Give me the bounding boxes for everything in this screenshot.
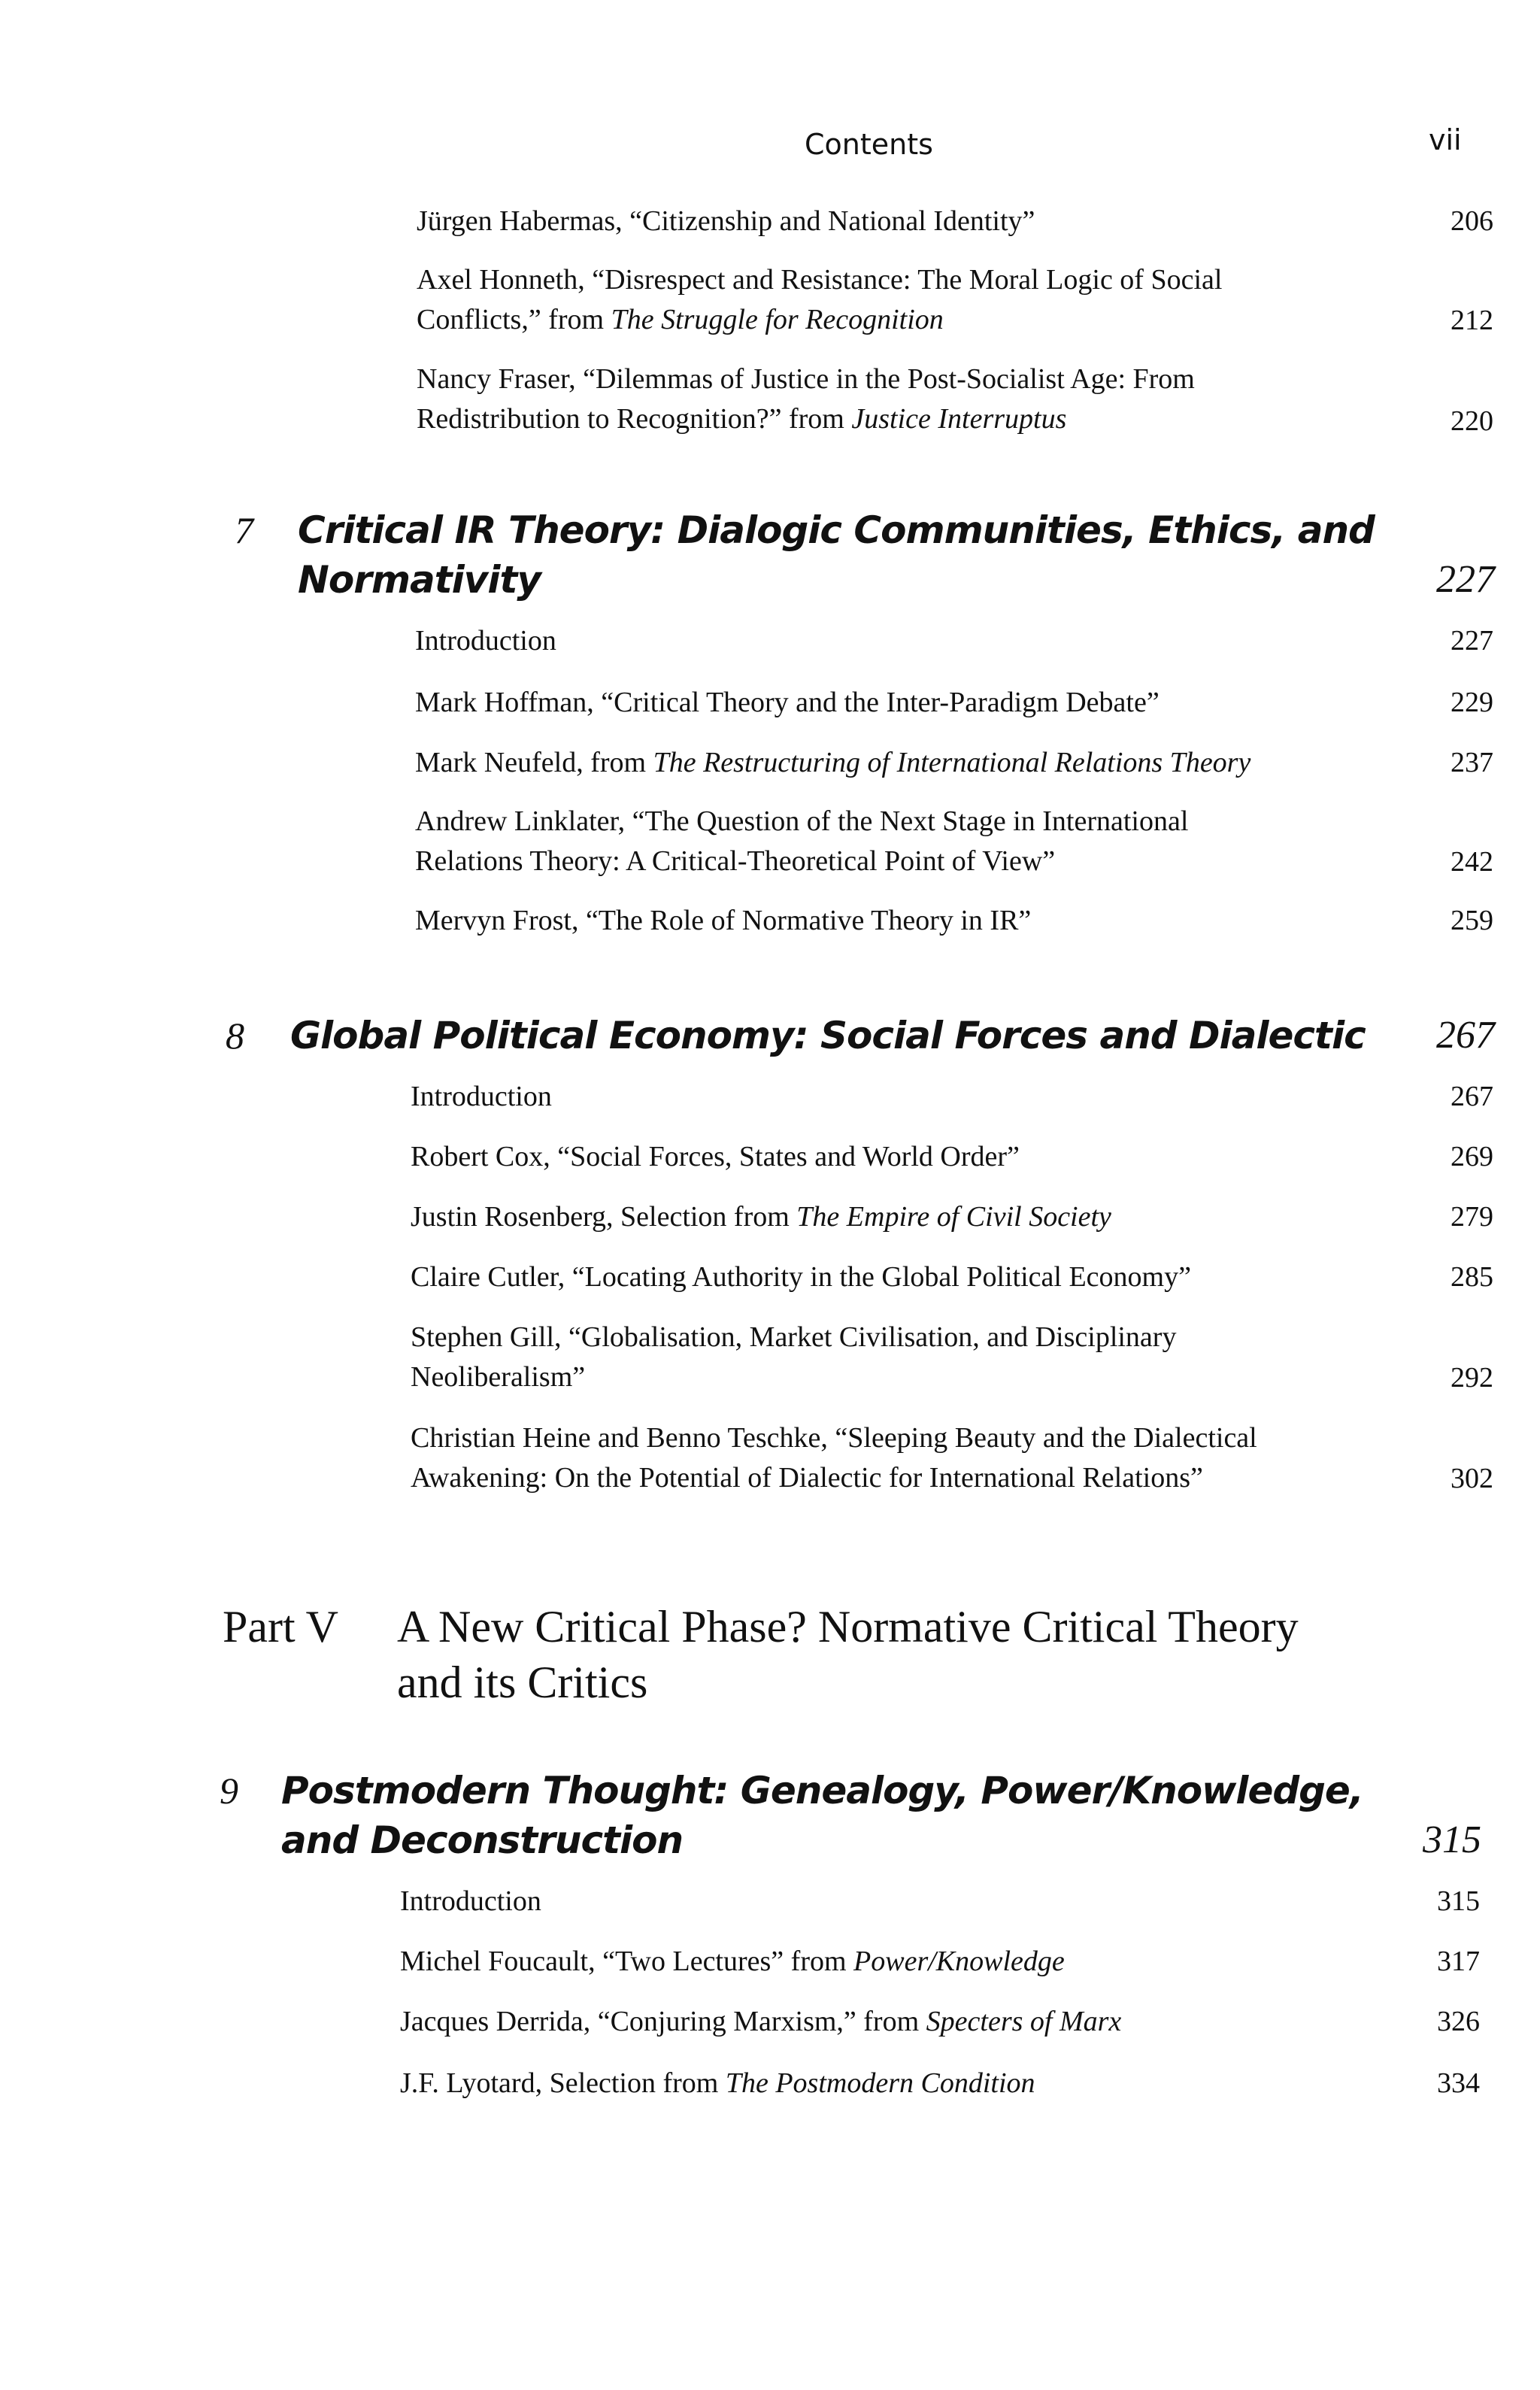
toc-entry-line: Awakening: On the Potential of Dialectic for International Relations” xyxy=(411,1462,1203,1494)
toc-page-279: 279 xyxy=(1451,1201,1493,1233)
toc-page-326: 326 xyxy=(1437,2006,1480,2037)
chapter-title xyxy=(281,1766,1363,1865)
toc-entry-line: Stephen Gill, “Globalisation, Market Civilisation, and Disciplinary xyxy=(411,1321,1177,1353)
toc-entry-line: Andrew Linklater, “The Question of the Next Stage in International xyxy=(415,805,1189,837)
work-title: The Empire of Civil Society xyxy=(796,1201,1111,1233)
work-title: The Postmodern Condition xyxy=(725,2067,1035,2099)
running-header-title: Contents xyxy=(805,128,933,161)
toc-entry-line: Christian Heine and Benno Teschke, “Sleeping Beauty and the Dialectical xyxy=(411,1422,1257,1454)
toc-page-317: 317 xyxy=(1437,1946,1480,1977)
toc-entry-line: Axel Honneth, “Disrespect and Resistance: The Moral Logic of Social xyxy=(417,264,1223,296)
toc-entry-introduction: Introduction xyxy=(415,625,556,657)
toc-entry-hoffman: Mark Hoffman, “Critical Theory and the Inter-Paradigm Debate” xyxy=(415,687,1160,718)
toc-entry-introduction: Introduction xyxy=(400,1885,541,1917)
toc-page-212: 212 xyxy=(1451,305,1493,336)
chapter-number: 8 xyxy=(226,1015,244,1057)
toc-entry-heine-teschke xyxy=(411,1418,1257,1498)
toc-entry-cox: Robert Cox, “Social Forces, States and World Order” xyxy=(411,1141,1020,1172)
work-title: The Struggle for Recognition xyxy=(611,304,944,335)
toc-entry-fraser xyxy=(417,359,1195,439)
chapter-title: Global Political Economy: Social Forces and Dialectic xyxy=(290,1014,1366,1057)
chapter-title-line: Critical IR Theory: Dialogic Communities, Ethics, and xyxy=(298,508,1375,552)
toc-entry-honneth xyxy=(417,260,1222,340)
toc-entry-line: Neoliberalism” xyxy=(411,1361,586,1393)
chapter-page: 315 xyxy=(1423,1818,1481,1861)
toc-page-206: 206 xyxy=(1451,205,1493,237)
toc-entry-linklater xyxy=(415,802,1188,881)
toc-page-292: 292 xyxy=(1451,1362,1493,1394)
toc-entry-introduction: Introduction xyxy=(411,1081,552,1112)
toc-entry-line: Michel Foucault, “Two Lectures” from xyxy=(400,1946,854,1977)
toc-entry-line: J.F. Lyotard, Selection from xyxy=(400,2067,726,2099)
toc-entry-line: Jacques Derrida, “Conjuring Marxism,” from xyxy=(400,2006,926,2037)
chapter-title-line: Normativity xyxy=(298,558,541,602)
toc-entry-neufeld xyxy=(415,743,1250,783)
chapter-page: 227 xyxy=(1436,558,1495,601)
part-title xyxy=(397,1599,1299,1710)
toc-page-269: 269 xyxy=(1451,1141,1493,1172)
toc-entry-derrida xyxy=(400,2002,1121,2042)
toc-page-315: 315 xyxy=(1437,1885,1480,1917)
work-title: Power/Knowledge xyxy=(853,1946,1065,1977)
toc-page-237: 237 xyxy=(1451,747,1493,778)
chapter-number: 9 xyxy=(220,1770,238,1812)
toc-page-242: 242 xyxy=(1451,846,1493,878)
toc-entry-foucault xyxy=(400,1942,1065,1982)
toc-entry-frost: Mervyn Frost, “The Role of Normative Theory in IR” xyxy=(415,905,1032,936)
toc-page-259: 259 xyxy=(1451,905,1493,936)
toc-entry-line: Redistribution to Recognition?” from xyxy=(417,403,852,435)
toc-entry-line: Relations Theory: A Critical-Theoretical Point of View” xyxy=(415,845,1056,877)
toc-page-227: 227 xyxy=(1451,625,1493,657)
work-title: The Restructuring of International Relations Theory xyxy=(653,747,1251,778)
toc-entry-line: Nancy Fraser, “Dilemmas of Justice in the Post-Socialist Age: From xyxy=(417,363,1195,395)
toc-page-267: 267 xyxy=(1451,1081,1493,1112)
toc-entry-gill xyxy=(411,1318,1176,1397)
toc-entry-cutler: Claire Cutler, “Locating Authority in the Global Political Economy” xyxy=(411,1261,1191,1293)
part-title-line: and its Critics xyxy=(397,1658,648,1707)
toc-page-220: 220 xyxy=(1451,405,1493,437)
work-title: Justice Interruptus xyxy=(851,403,1067,435)
chapter-page: 267 xyxy=(1436,1014,1495,1057)
part-label: Part V xyxy=(223,1602,338,1651)
toc-entry-habermas: Jürgen Habermas, “Citizenship and National Identity” xyxy=(417,205,1035,237)
chapter-title-line: Postmodern Thought: Genealogy, Power/Knowledge, xyxy=(281,1769,1363,1812)
chapter-title xyxy=(298,505,1375,605)
toc-page-229: 229 xyxy=(1451,687,1493,718)
work-title: Specters of Marx xyxy=(926,2006,1122,2037)
chapter-number: 7 xyxy=(235,509,253,551)
toc-entry-line: Mark Neufeld, from xyxy=(415,747,653,778)
part-title-line: A New Critical Phase? Normative Critical Theory xyxy=(397,1602,1299,1651)
chapter-title-line: and Deconstruction xyxy=(281,1818,684,1862)
toc-entry-lyotard xyxy=(400,2064,1035,2103)
toc-entry-line: Conflicts,” from xyxy=(417,304,611,335)
toc-page-334: 334 xyxy=(1437,2067,1480,2099)
toc-entry-line: Justin Rosenberg, Selection from xyxy=(411,1201,797,1233)
page-number: vii xyxy=(1429,123,1462,156)
toc-page-302: 302 xyxy=(1451,1463,1493,1494)
toc-page-285: 285 xyxy=(1451,1261,1493,1293)
toc-entry-rosenberg xyxy=(411,1197,1111,1237)
